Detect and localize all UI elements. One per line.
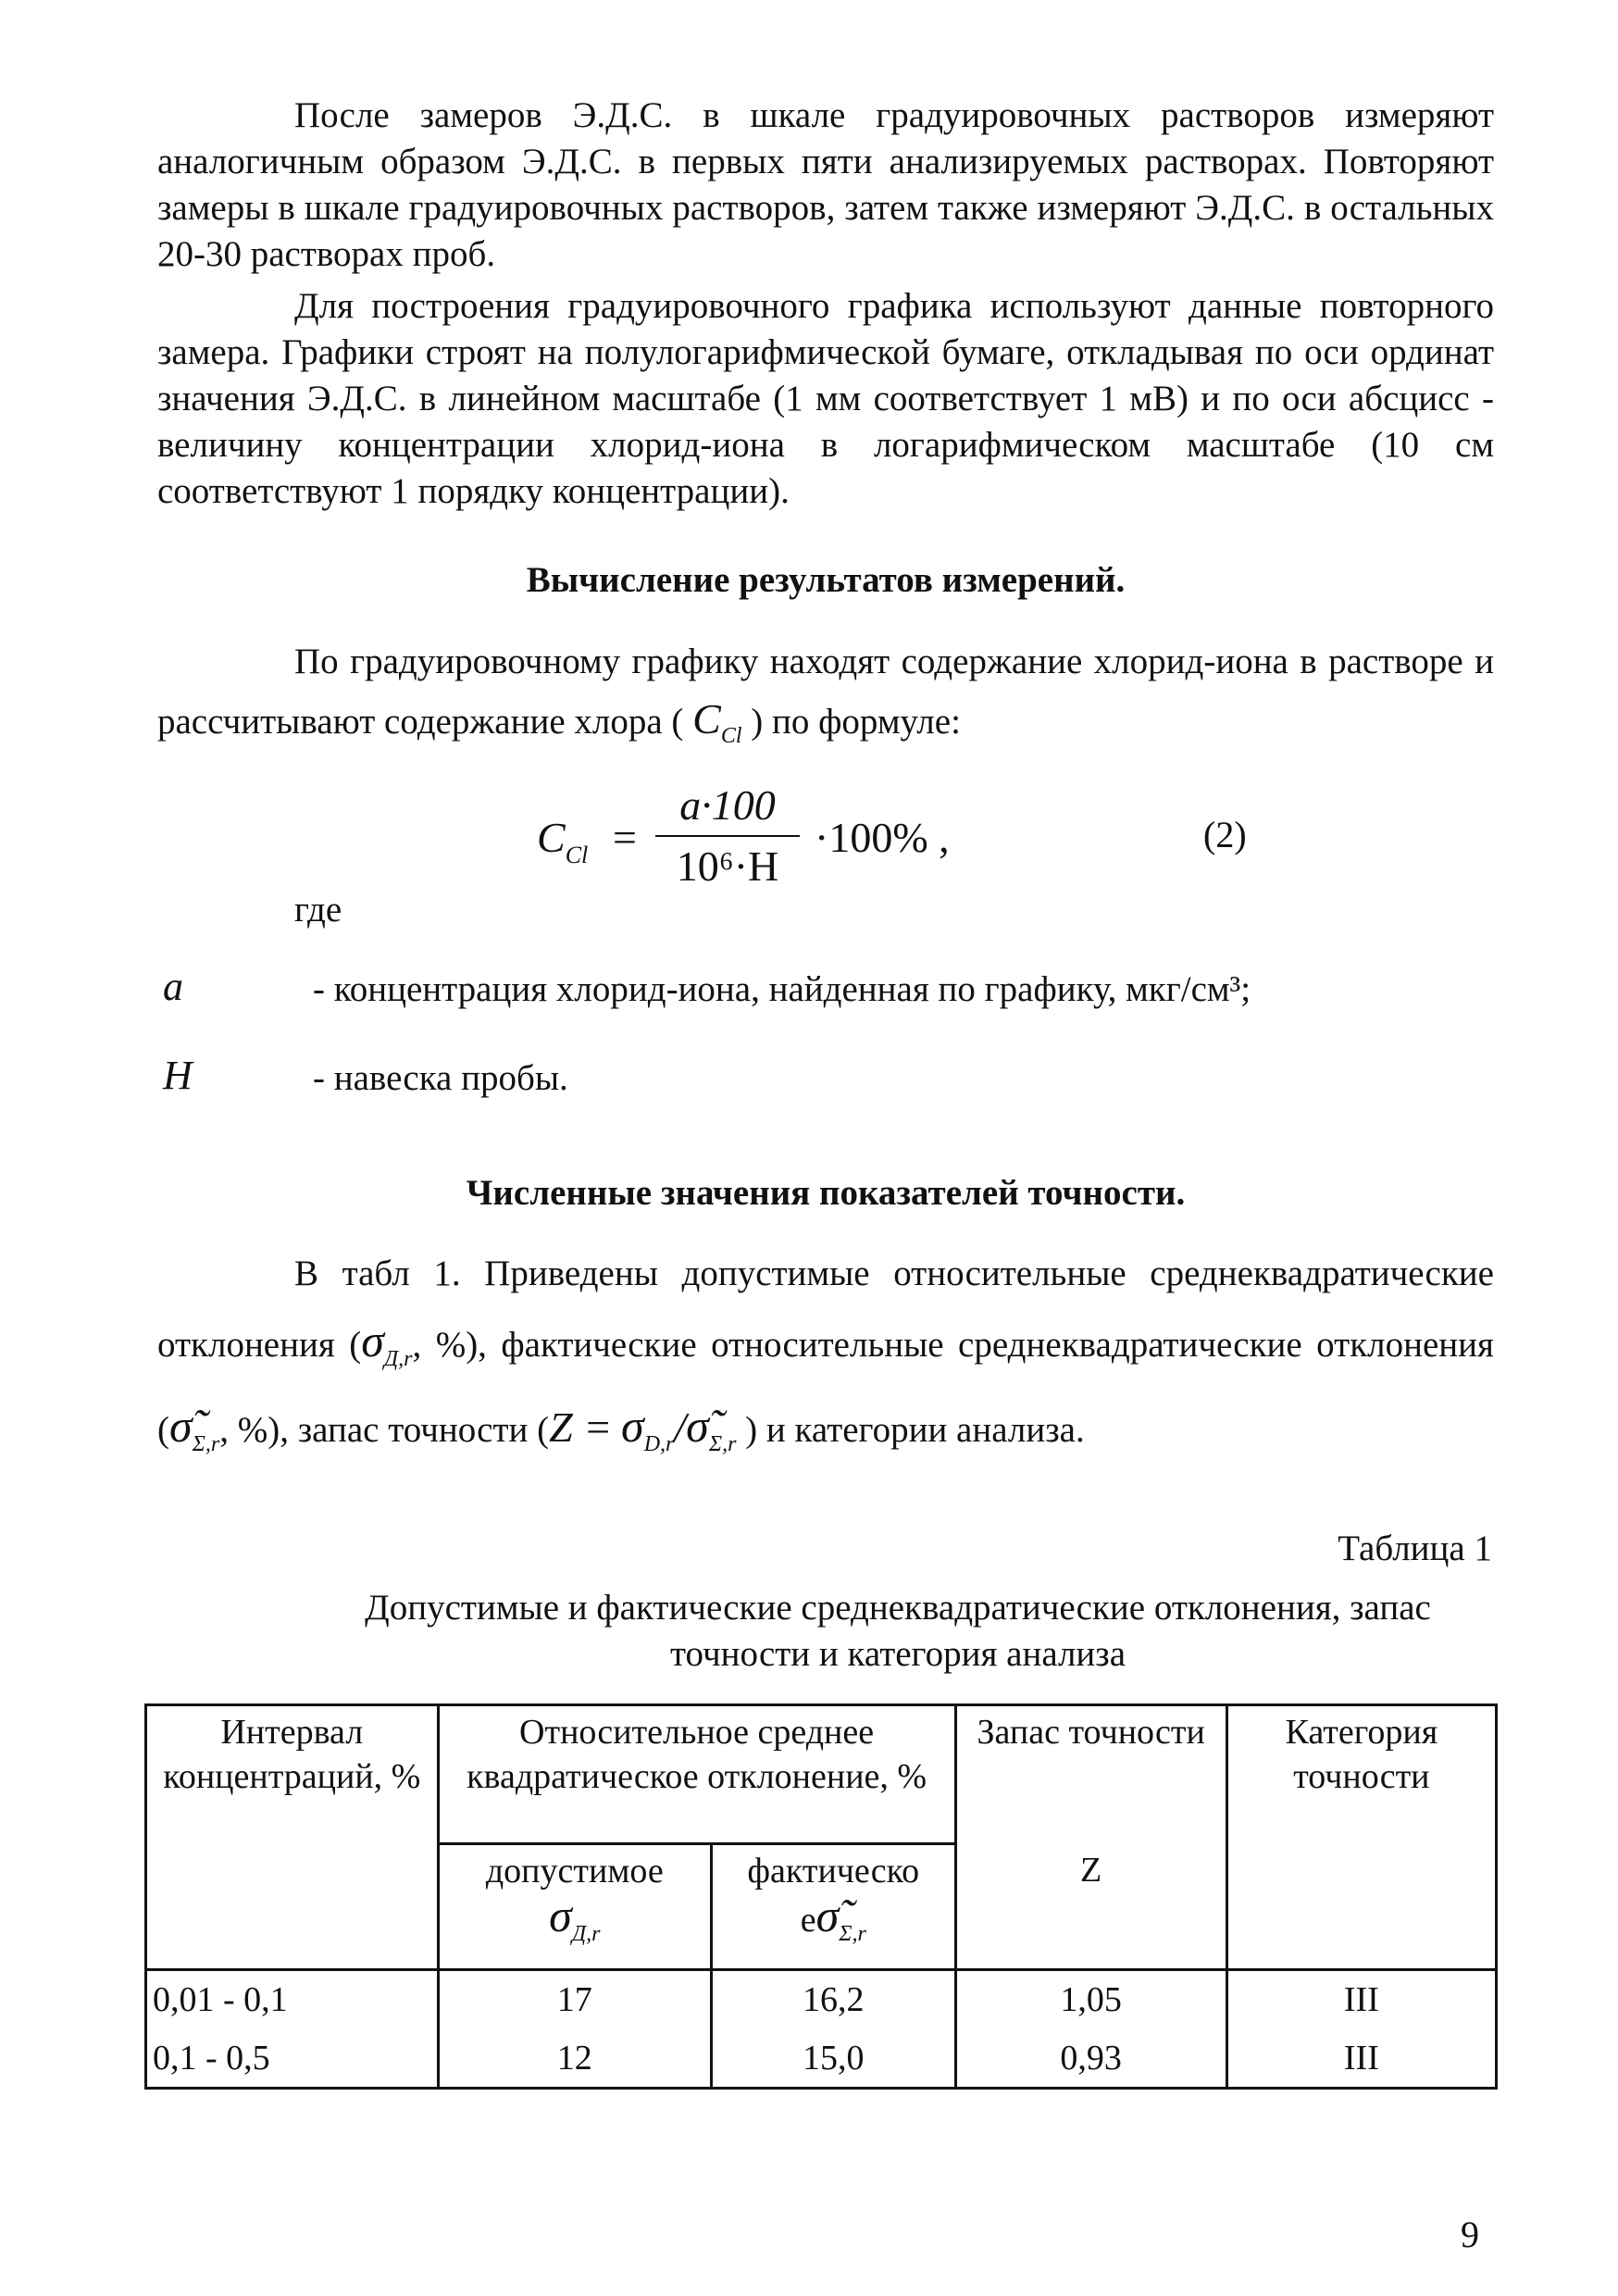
cell-category: III xyxy=(1226,1970,1496,2029)
heading-calculation: Вычисление результатов измерений. xyxy=(526,560,1126,600)
definition-text-h: - навеска пробы. xyxy=(313,1058,568,1098)
definition-text-a: - концентрация хлорид-иона, найденная по графику, мкг/см³; xyxy=(313,969,1251,1009)
header-z: Z xyxy=(955,1844,1226,1970)
page-number: 9 xyxy=(1461,2214,1479,2255)
table-caption: Допустимые и фактические среднеквадратические отклонения, запас точности и категория анализа xyxy=(365,1588,1431,1674)
cell-category: III xyxy=(1226,2029,1496,2089)
accuracy-table xyxy=(144,1703,1498,2090)
cell-reserve: 0,93 xyxy=(955,2029,1226,2089)
paragraph-1: После замеров Э.Д.С. в шкале градуировочных растворов измеряют аналогичным образом Э.Д.С. в первых пяти анализируемых растворах. Повторяют замеры в шкале градуировочных растворов, затем также измеряют Э.Д.С. в остальных 20-30 растворах проб. xyxy=(157,95,1494,274)
cell-allowed: 17 xyxy=(438,1970,711,2029)
where-label: где xyxy=(294,890,342,930)
cell-interval: 0,1 - 0,5 xyxy=(146,2029,439,2089)
cell-interval: 0,01 - 0,1 xyxy=(146,1970,439,2029)
paragraph-4: В табл 1. Приведены допустимые относительные среднеквадратические отклонения ($\sigma_{Д,r}$, %), фактические относительные среднеквадратические отклонения ($\sigmã_{\Sigma,r}$, %), запас точности ($Z = \sigma_{D,r}/\sigmã_{\Sigma,r}$ ) и категории анализа. xyxy=(157,1254,1494,1456)
formula-2 xyxy=(537,778,1296,907)
cell-actual: 16,2 xyxy=(711,1970,955,2029)
header-reserve: Запас точности xyxy=(955,1705,1226,1844)
formula-lhs: $C_{Cl}$ xyxy=(537,814,589,868)
heading-accuracy: Численные значения показателей точности. xyxy=(466,1173,1186,1213)
cell-allowed: 12 xyxy=(438,2029,711,2089)
table-label: Таблица 1 xyxy=(1338,1529,1492,1568)
definition-symbol-h: H xyxy=(163,1053,193,1098)
formula-fraction xyxy=(655,778,800,894)
cell-actual: 15,0 xyxy=(711,2029,955,2089)
header-actual: фактическо $е\sigmã_{\Sigma,r}$ xyxy=(711,1844,955,1970)
header-allowed: допустимое $\sigma_{Д,r}$ xyxy=(438,1844,711,1970)
table-row xyxy=(146,1970,1497,2029)
formula-equals: = xyxy=(613,814,637,861)
header-category: Категория точности xyxy=(1226,1705,1496,1970)
paragraph-3: По градуировочному графику находят содержание хлорид-иона в растворе и рассчитывают содержание хлора ( $C_{Cl}$ ) по формуле: xyxy=(157,642,1494,748)
table-row xyxy=(146,2029,1497,2089)
formula-denominator: 10⁶·H xyxy=(676,842,779,890)
formula-number: (2) xyxy=(1203,814,1247,855)
header-interval: Интервал концентраций, % xyxy=(146,1705,439,1970)
formula-numerator: a·100 xyxy=(679,781,776,829)
formula-rhs: ·100% , xyxy=(815,814,950,861)
cell-reserve: 1,05 xyxy=(955,1970,1226,2029)
definition-symbol-a: a xyxy=(163,964,183,1009)
paragraph-2: Для построения градуировочного графика используют данные повторного замера. Графики строят на полулогарифмической бумаге, откладывая по оси ординат значения Э.Д.С. в линейном масштабе (1 мм соответствует 1 мВ) и по оси абсцисс - величину концентрации хлорид-иона в логарифмическом масштабе (10 см соответствуют 1 порядку концентрации). xyxy=(157,286,1494,511)
header-deviation: Относительное среднее квадратическое отклонение, % xyxy=(438,1705,955,1844)
